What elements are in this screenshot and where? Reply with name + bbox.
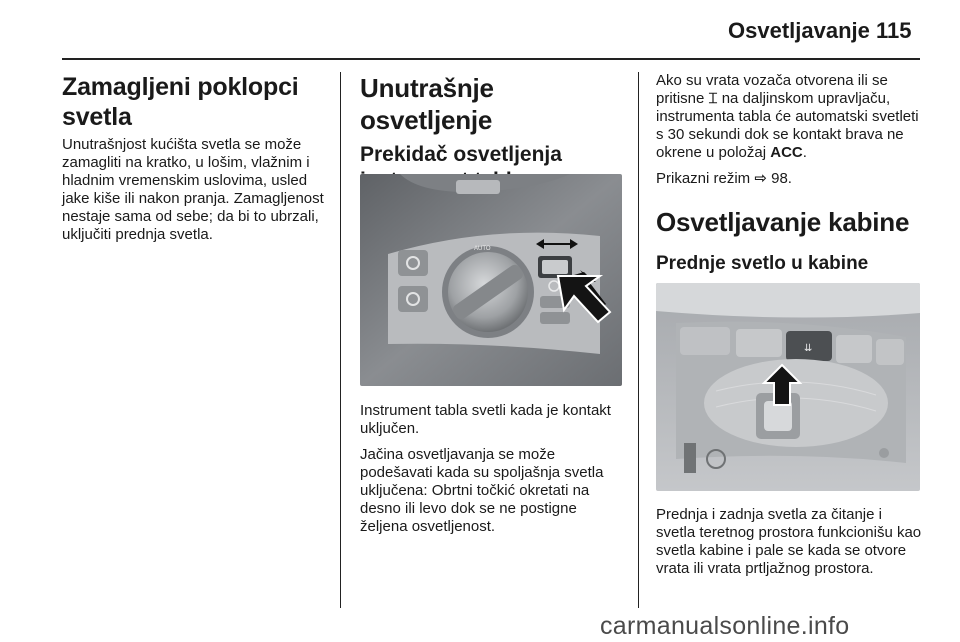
fogged-lenses-paragraph: Unutrašnjost kućišta svetla se može zamagliti na kratko, u lošim, vlažnim i hladnim vremenskim uslovima, usled jake kiše ili nakon pranja. Zamagljenost nestaje sama od sebe; da bi to ubrzali, uključiti prednja svetla.	[62, 136, 324, 243]
column-divider-2	[638, 72, 639, 608]
instrument-panel-paragraph: Instrument tabla svetli kada je kontakt uključen.	[360, 402, 611, 437]
unlock-icon: ⌶	[708, 90, 718, 107]
cabin-light-figure	[656, 283, 920, 491]
column-divider-1	[340, 72, 341, 608]
door-open-paragraph: Ako su vrata vozača otvorena ili se pritisne ⌶ na daljinskom upravljaču, instrumenta tabla će automatski svetleti s 30 sekundi dok se kontakt brava ne okrene u položaj ACC.	[656, 72, 919, 161]
page-reference-icon: ⇨	[754, 170, 767, 187]
column-cabin-lighting-text	[656, 506, 924, 586]
column-interior-lighting-text	[360, 402, 624, 544]
header-rule	[62, 58, 920, 60]
column-cabin-lighting	[656, 72, 924, 276]
reading-lights-paragraph: Prednja i zadnja svetla za čitanje i svetla teretnog prostora funkcionišu kao svetla kabine i pale se kada se otvore vrata ili vrata prtljažnog prostora.	[656, 506, 922, 577]
section-heading-cabin-lighting: Osvetljavanje kabine	[656, 207, 910, 237]
column-fogged-lenses	[62, 72, 332, 252]
running-title: Osvetljavanje	[728, 18, 870, 43]
brightness-paragraph: Jačina osvetljavanja se može podešavati kada su spoljašnja svetla uključena: Obrtni točkić okretati na desno ili levo dok se ne postigne željena osvetljenost.	[360, 446, 604, 535]
section-heading-interior-lighting: Unutrašnje osvetljenje	[360, 73, 494, 135]
page-number: 115	[876, 18, 912, 43]
svg-text:⇊: ⇊	[804, 343, 813, 354]
display-mode-paragraph: Prikazni režim ⇨ 98.	[656, 170, 792, 187]
instrument-light-switch-figure	[360, 174, 622, 386]
subheading-front-cabin-light: Prednje svetlo u kabine	[656, 253, 869, 274]
section-heading-fogged-lenses: Zamagljeni poklopci svetla	[62, 73, 299, 131]
auto-label: AUTO	[474, 246, 491, 252]
acc-label: ACC	[770, 144, 803, 161]
watermark: carmanualsonline.info	[600, 612, 850, 640]
subheading-instrument-switch: Prekidač osvetljenja	[360, 143, 562, 166]
